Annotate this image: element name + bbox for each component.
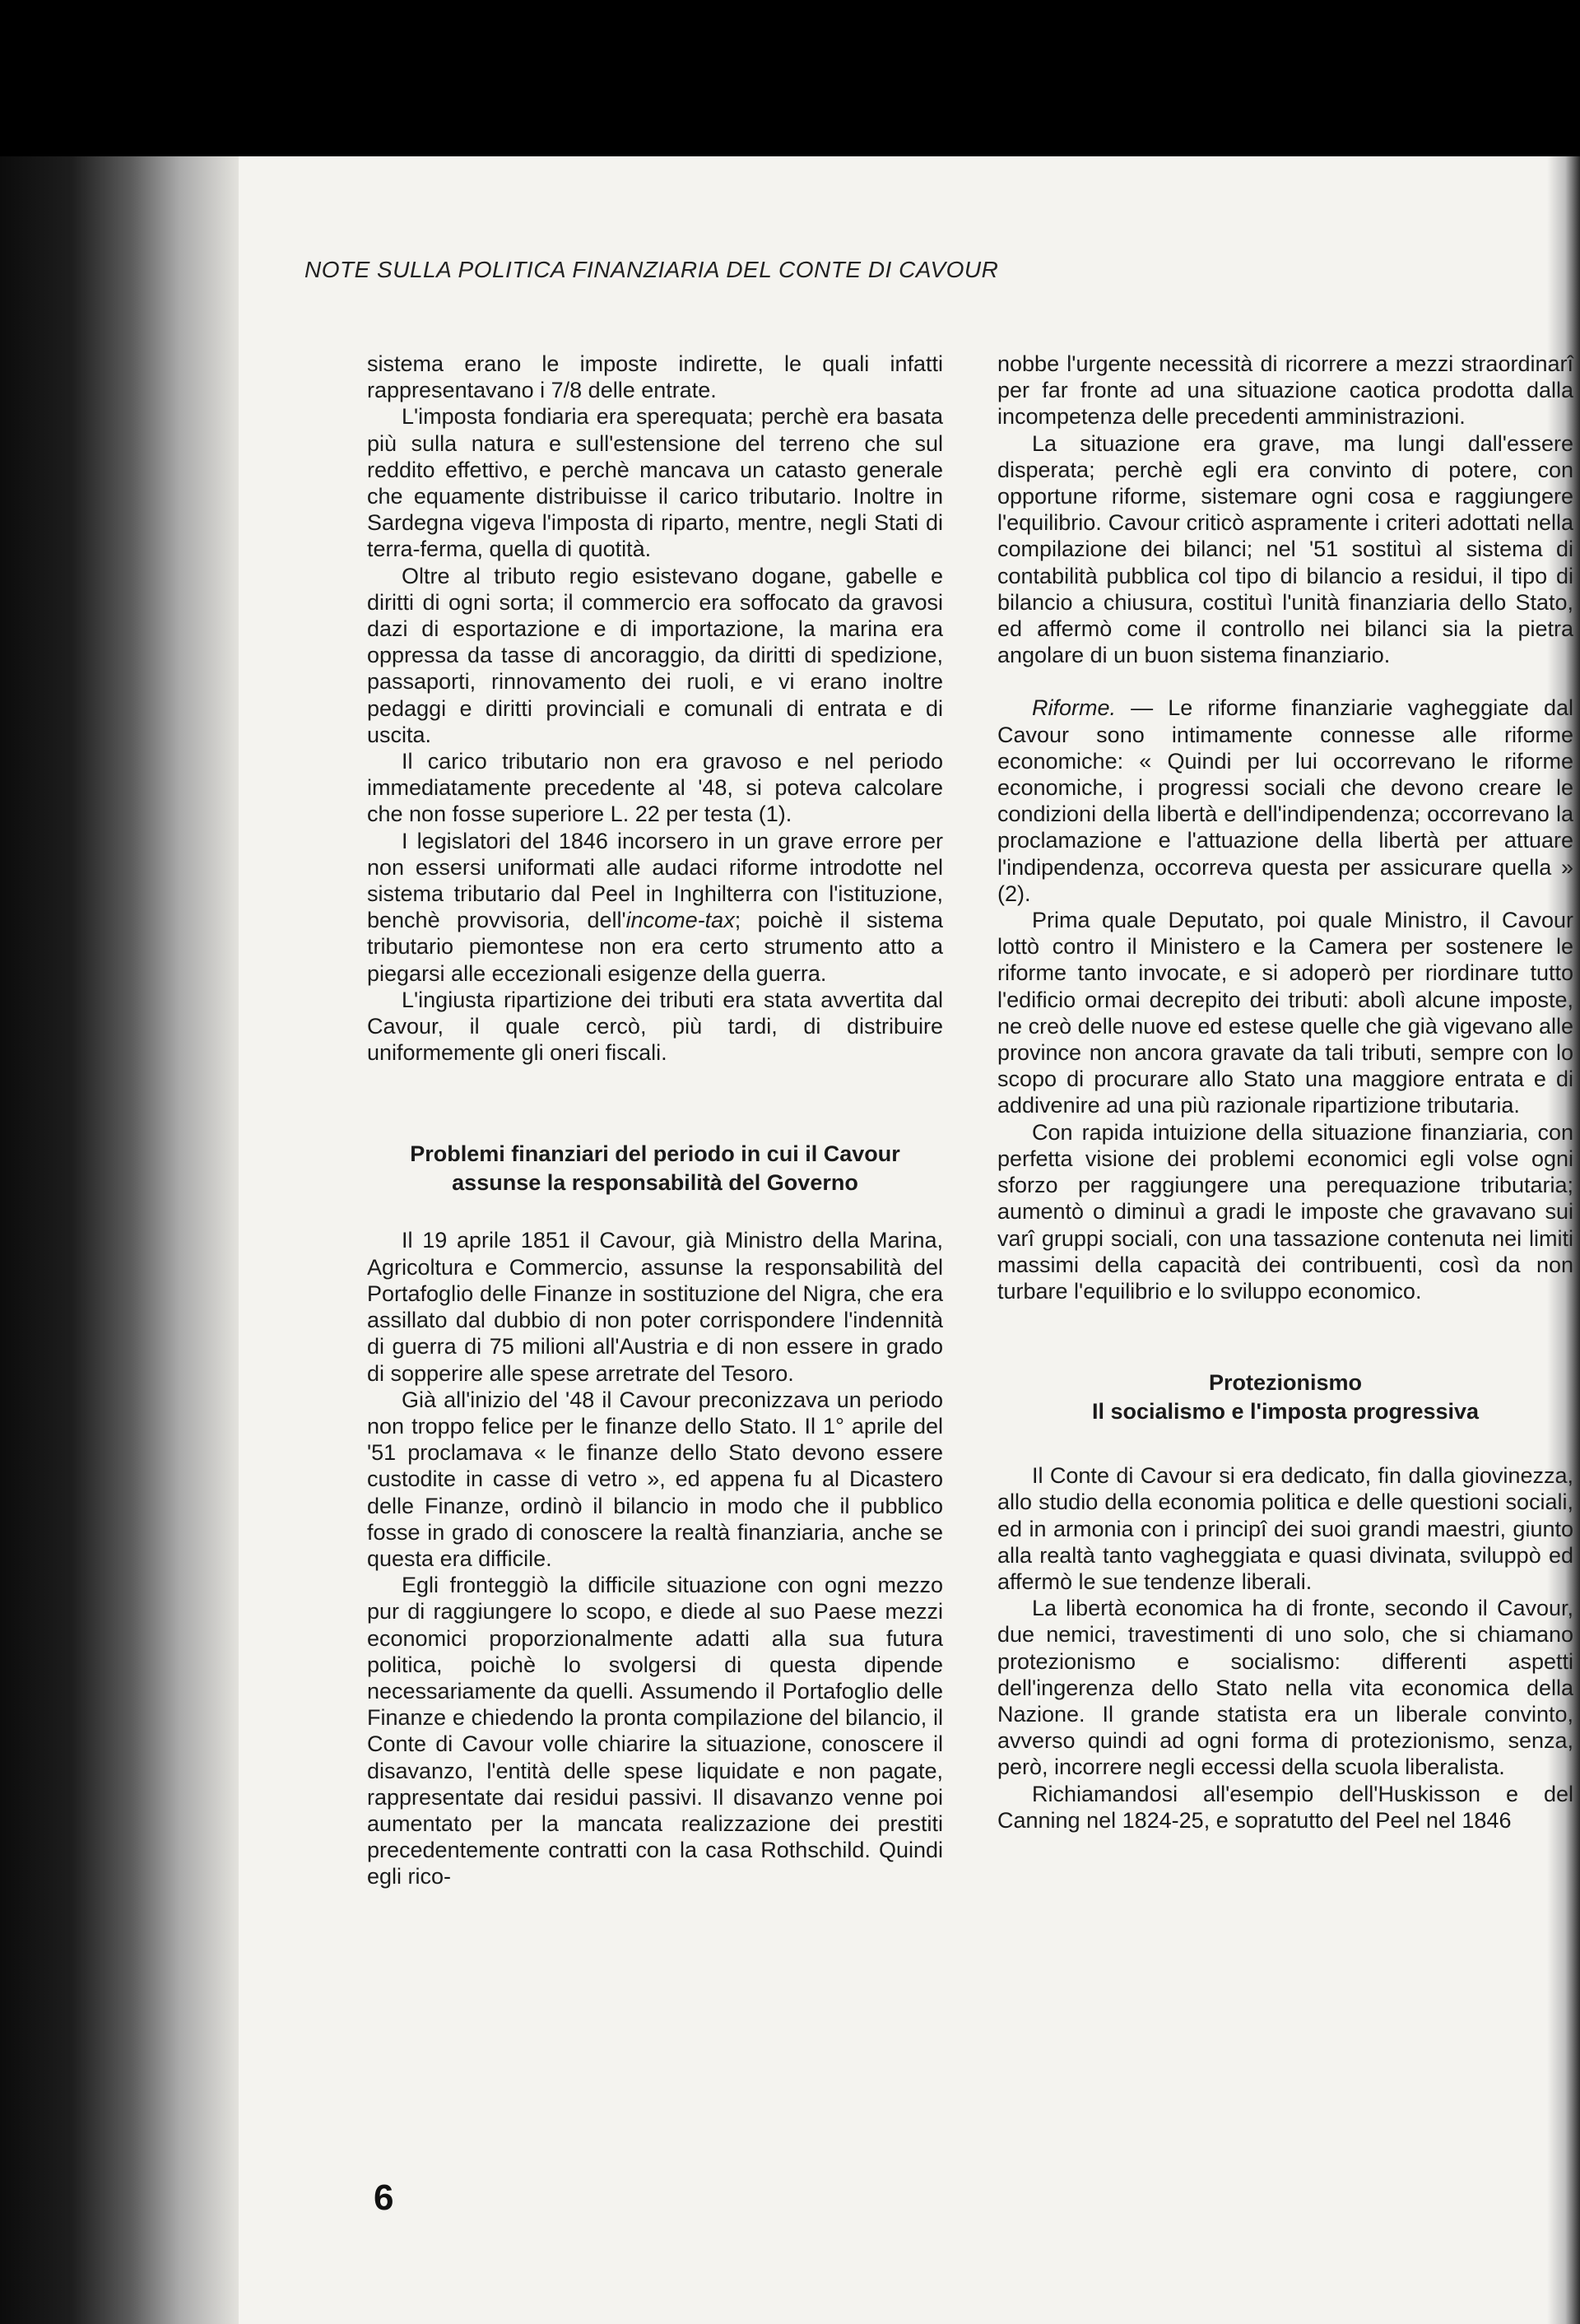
paragraph: Il Conte di Cavour si era dedicato, fin dalla giovinezza, allo studio della economia politica e delle questioni sociali, ed in armonia con i principî dei suoi grandi maestri, giunto alla realtà tanto vagheggiata e quasi divinata, sviluppò ed affermò le sue tendenze liberali. [997, 1463, 1573, 1594]
paragraph: Già all'inizio del '48 il Cavour preconizzava un periodo non troppo felice per le finanze dello Stato. Il 1° aprile del '51 proclamava « le finanze dello Stato devono essere custodite in casse di vetro », ed appena fu al Dicastero delle Finanze, ordinò il bilancio in modo che il pubblico fosse in grado di conoscere la realtà finanziaria, anche se questa era difficile. [367, 1387, 943, 1571]
section-heading-line: assunse la responsabilità del Governo [452, 1170, 858, 1196]
paragraph: Il 19 aprile 1851 il Cavour, già Ministro della Marina, Agricoltura e Commercio, assunse la responsabilità del Portafoglio delle Finanze in sostituzione del Nigra, che era assillato dal dubbio di non poter corrispondere l'indennità di guerra di 75 milioni all'Austria e di non essere in grado di sopperire alle spese arretrate del Tesoro. [367, 1228, 943, 1386]
paragraph: La situazione era grave, ma lungi dall'essere disperata; perchè egli era convinto di potere, con opportune riforme, sistemare ogni cosa e raggiungere l'equilibrio. Cavour criticò aspramente i criteri adottati nella compilazione dei bilanci; nel '51 sostituì al sistema di contabilità pubblica col tipo di bilancio a residui, il tipo di bilancio a chiusura, costituì l'unità finanziaria dello Stato, ed affermò come il controllo nei bilanci sia la pietra angolare di un buon sistema finanziario. [997, 430, 1573, 668]
section-heading [367, 1140, 943, 1197]
paragraph [997, 695, 1573, 907]
paragraph: Egli fronteggiò la difficile situazione con ogni mezzo pur di raggiungere lo scopo, e diede al suo Paese mezzi economici proporzionalmente adatti alla sua futura politica, poichè lo svolgersi di questa dipende necessariamente da quelli. Assumendo il Portafoglio delle Finanze e chiedendo la pronta compilazione del bilancio, il Conte di Cavour volle chiarire la situazione, conoscere il disavanzo, l'entità delle spese liquidate e non pagate, rappresentate dai residui passivi. Il disavanzo venne poi aumentato per la mancata realizzazione dei prestiti precedentemente contratti con la casa Rothschild. Quindi egli rico- [367, 1573, 943, 1889]
paragraph-text: I legislatori del 1846 incorsero in un grave errore per non essersi uniformati alle audaci riforme introdotte nel sistema tributario dal Peel in Inghilterra con l'istituzione, benchè provvisoria, dell' [367, 828, 943, 933]
paragraph: Con rapida intuizione della situazione finanziaria, con perfetta visione dei problemi economici egli volse ogni sforzo per raggiungere una perequazione tributaria; aumentò o diminuì a gradi le imposte che gravavano sui varî gruppi sociali, con una tassazione contenuta nei limiti massimi della capacità dei contribuenti, così da non turbare l'equilibrio e lo sviluppo economico. [997, 1119, 1573, 1304]
section-heading-line: Protezionismo [1208, 1370, 1363, 1396]
book-binding-shadow [0, 156, 239, 2324]
page-number: 6 [374, 2178, 394, 2218]
running-head: NOTE SULLA POLITICA FINANZIARIA DEL CONTE DI CAVOUR [304, 257, 999, 282]
paragraph: Prima quale Deputato, poi quale Ministro, il Cavour lottò contro il Ministero e la Camera per sostenere le riforme tanto invocate, e si adoperò per riordinare tutto l'edificio ormai decrepito dei tributi: abolì alcune imposte, ne creò delle nuove ed estese quelle che già vigevano alle province non ancora gravate da tali tributi, sempre con lo scopo di procurare allo Stato una maggiore entrata e di addivenire ad una più razionale ripartizione tributaria. [997, 908, 1573, 1118]
italic-term: Riforme. [1032, 695, 1117, 721]
paragraph: L'ingiusta ripartizione dei tributi era stata avvertita dal Cavour, il quale cercò, più tardi, di distribuire uniformemente gli oneri fiscali. [367, 987, 943, 1066]
italic-term: income-tax [625, 908, 735, 933]
paragraph [367, 828, 943, 987]
section-heading-line: Il socialismo e l'imposta progressiva [1091, 1399, 1480, 1425]
section-heading [997, 1369, 1573, 1426]
right-column [997, 351, 1573, 1834]
paragraph: nobbe l'urgente necessità di ricorrere a mezzi straordinarî per far fronte ad una situazione caotica prodotta dalla incompetenza delle precedenti amministrazioni. [997, 351, 1573, 430]
paragraph: L'imposta fondiaria era sperequata; perchè era basata più sulla natura e sull'estensione del terreno che sul reddito effettivo, e perchè mancava un catasto generale che equamente distribuisse il carico tributario. Inoltre in Sardegna vigeva l'imposta di riparto, mentre, negli Stati di terra-ferma, quella di quotità. [367, 404, 943, 562]
paragraph: Richiamandosi all'esempio dell'Huskisson e del Canning nel 1824-25, e sopratutto del Peel nel 1846 [997, 1781, 1573, 1833]
paragraph-text: — Le riforme finanziarie vagheggiate dal Cavour sono intimamente connesse alle riforme economiche: « Quindi per lui occorrevano le riforme economiche, i progressi sociali che devono creare le condizioni della libertà e dell'indipendenza; occorrevano la proclamazione e l'attuazione della libertà per attuare l'indipendenza, occorreva questa per assicurare quella » (2). [997, 695, 1573, 906]
left-column [367, 351, 943, 1890]
paragraph: sistema erano le imposte indirette, le quali infatti rappresentavano i 7/8 delle entrate. [367, 351, 943, 403]
paragraph: La libertà economica ha di fronte, secondo il Cavour, due nemici, travestimenti di uno solo, che si chiamano protezionismo e socialismo: differenti aspetti dell'ingerenza dello Stato nella vita economica della Nazione. Il grande statista era un liberale convinto, avverso quindi ad ogni forma di protezionismo, senza, però, incorrere negli eccessi della scuola liberalista. [997, 1596, 1573, 1780]
paragraph: Oltre al tributo regio esistevano dogane, gabelle e diritti di ogni sorta; il commercio era soffocato da gravosi dazi di esportazione e di importazione, la marina era oppressa da tasse di ancoraggio, da diritti di spedizione, passaporti, rinnovamento dei ruoli, e vi erano inoltre pedaggi e diritti provinciali e comunali di entrata e di uscita. [367, 563, 943, 747]
paragraph-text: ; poichè il sistema tributario piemontese non era certo strumento atto a piegarsi alle eccezionali esigenze della guerra. [367, 908, 943, 986]
section-heading-line: Problemi finanziari del periodo in cui il Cavour [410, 1141, 900, 1167]
paragraph: Il carico tributario non era gravoso e nel periodo immediatamente precedente al '48, si poteva calcolare che non fosse superiore L. 22 per testa (1). [367, 749, 943, 827]
